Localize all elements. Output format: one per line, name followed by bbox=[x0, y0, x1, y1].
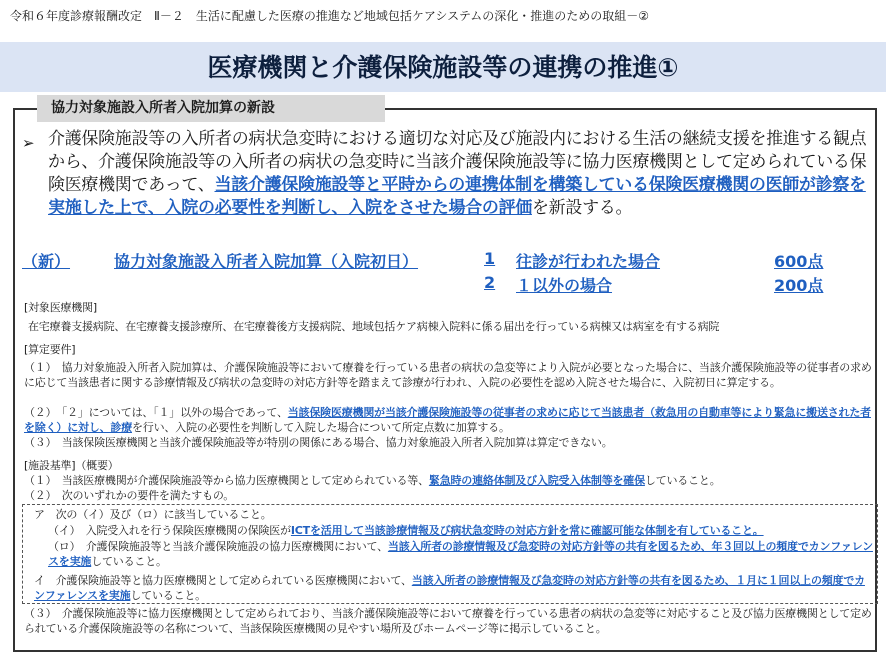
calc-heading: [算定要件] bbox=[24, 343, 76, 356]
criteria-item-3: （３） 介護保険施設等に協力医療機関として定められており、当該介護保険施設等において療養を行っている患者の病状の急変等に対応すること及び協力医療機関として定められている介護保険施設等の名称について、当該保険医療機関の見やすい場所及びホームページ等に掲示していること。 bbox=[24, 607, 872, 635]
fee-new-label: （新） bbox=[22, 252, 71, 271]
intro-highlight: 当該介護保険施設等と平時からの連携体制を構築している保険医療機関の医師が診察を実施した上で、入院の必要性を判断し、入院をさせた場合の評価 bbox=[48, 175, 866, 218]
fee-item-1-num: 1 bbox=[484, 249, 496, 268]
criteria-a-i-highlight: ICTを活用して当該診療情報及び病状急変時の対応方針を常に確認可能な体制を有していること。 bbox=[290, 524, 764, 537]
criteria-item-1-pre: （１） 当該医療機関が介護保険施設等から協力医療機関として定められている等、 bbox=[24, 474, 429, 487]
criteria-i bbox=[34, 573, 874, 603]
bullet-arrow-icon: ➢ bbox=[22, 134, 35, 152]
fee-item-1-points: 600点 bbox=[774, 252, 824, 271]
criteria-a-ro-pre: （ロ） 介護保険施設等と当該介護保険施設の協力医療機関において、 bbox=[48, 540, 388, 553]
calc-item-3: （３） 当該保険医療機関と当該介護保険施設等が特別の関係にある場合、協力対象施設入所者入院加算は算定できない。 bbox=[24, 436, 613, 449]
fee-name: 協力対象施設入所者入院加算（入院初日） bbox=[114, 252, 419, 271]
criteria-i-post: していること。 bbox=[130, 589, 206, 602]
intro-paragraph bbox=[48, 128, 878, 220]
criteria-a-ro-highlight: 当該入所者の診療情報及び急変時の対応方針等の共有を図るため、年３回以上の頻度でカンファレンスを実施 bbox=[48, 540, 873, 568]
target-text: 在宅療養支援病院、在宅療養支援診療所、在宅療養後方支援病院、地域包括ケア病棟入院料に係る届出を行っている病棟又は病室を有する病院 bbox=[28, 320, 720, 333]
breadcrumb: 令和６年度診療報酬改定 Ⅱ－２ 生活に配慮した医療の推進など地域包括ケアシステムの深化・推進のための取組－② bbox=[10, 9, 649, 23]
fee-item-2-num: 2 bbox=[484, 273, 496, 292]
criteria-i-pre: イ 介護保険施設等と協力医療機関として定められている医療機関において、 bbox=[34, 574, 412, 587]
calc-item-2 bbox=[24, 405, 874, 435]
fee-item-2-label: １以外の場合 bbox=[516, 276, 613, 295]
intro-part1: 介護保険施設等の入所者の病状急変時における適切な対応及び施設内における生活の継続支援を推進する観点から、介護保険施設等の入所者の病状の急変時に当該介護保険施設等に協力医療機関として定められている保険医療機関であって、 bbox=[48, 129, 867, 195]
criteria-a-i bbox=[48, 523, 764, 538]
criteria-item-1-post: していること。 bbox=[644, 474, 721, 487]
calc-item-2-post: を行い、入院の必要性を判断して入院した場合について所定点数に加算する。 bbox=[132, 421, 510, 434]
calc-item-2-highlight: 当該保険医療機関が当該介護保険施設等の従事者の求めに応じて当該患者（救急用の自動車等により緊急に搬送された者を除く）に対し、診療 bbox=[24, 406, 871, 434]
calc-item-1: （１） 協力対象施設入所者入院加算は、介護保険施設等において療養を行っている患者の病状の急変等により入院が必要となった場合に、当該介護保険施設等の従事者の求めに応じて当該患者に関する診療情報及び病状の急変時の対応方針等を踏まえて診療が行われ、入院の必要性を認め入院させた場合に、入院初日に算定する。 bbox=[24, 361, 872, 389]
section-label: 協力対象施設入所者入院加算の新設 bbox=[37, 95, 385, 122]
criteria-a-ro-post: していること。 bbox=[91, 555, 167, 568]
criteria-item-1 bbox=[24, 473, 721, 488]
target-heading: [対象医療機関] bbox=[24, 301, 97, 314]
page-title: 医療機関と介護保険施設等の連携の推進① bbox=[207, 53, 679, 82]
criteria-a-heading: ア 次の（イ）及び（ロ）に該当していること。 bbox=[34, 508, 272, 521]
intro-part2: を新設する。 bbox=[531, 198, 633, 218]
criteria-item-1-highlight: 緊急時の連絡体制及び入院受入体制等を確保 bbox=[428, 474, 645, 487]
criteria-item-2: （２） 次のいずれかの要件を満たすもの。 bbox=[24, 489, 235, 502]
calc-item-2-pre: （２） 「２」については、「１」以外の場合であって、 bbox=[24, 406, 288, 419]
criteria-a-ro bbox=[48, 539, 874, 569]
criteria-heading: [施設基準]（概要） bbox=[24, 459, 119, 472]
criteria-a-i-pre: （イ） 入院受入れを行う保険医療機関の保険医が bbox=[48, 524, 291, 537]
fee-item-2-points: 200点 bbox=[774, 276, 824, 295]
fee-item-1-label: 往診が行われた場合 bbox=[516, 252, 661, 271]
criteria-i-highlight: 当該入所者の診療情報及び急変時の対応方針等の共有を図るため、１月に１回以上の頻度でカンファレンスを実施 bbox=[34, 574, 865, 602]
